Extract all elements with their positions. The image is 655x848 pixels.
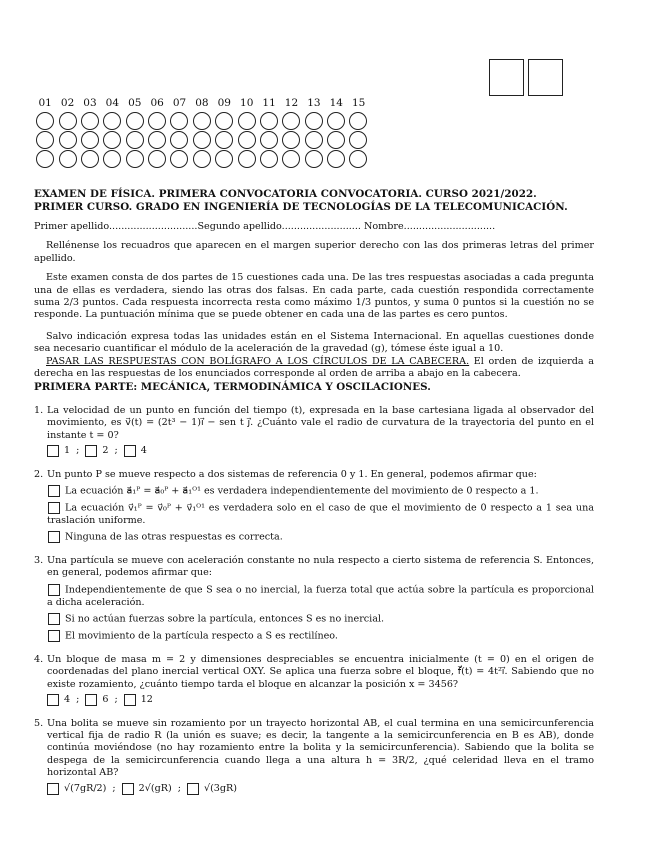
answer-grid-number: 08 — [195, 97, 209, 109]
answer-bubble[interactable] — [36, 112, 54, 130]
exam-content — [34, 188, 594, 795]
question-2 — [34, 469, 594, 545]
answer-bubble[interactable] — [260, 112, 278, 130]
answer-grid-row — [34, 149, 374, 168]
option-label: 2 — [102, 445, 109, 457]
question-1 — [34, 405, 594, 458]
question-text: Un bloque de masa m = 2 y dimensiones despreciables se encuentra inicialmente (t = 0) en el origen de coordenadas del plano inercial vertical OXY. Se aplica una fuerza sobre el bloque, f⃗(t) = 4t²ı⃗. Sabiendo que no existe rozamiento, ¿cuánto tiempo tarda el bloque en alcanzar la posición x = 3456? — [47, 653, 594, 690]
option-row — [47, 485, 594, 498]
answer-checkbox[interactable] — [48, 630, 60, 642]
answer-checkbox[interactable] — [85, 694, 97, 706]
answer-bubble[interactable] — [349, 131, 367, 149]
answer-bubble[interactable] — [238, 131, 256, 149]
answer-grid-number: 03 — [83, 97, 97, 109]
answer-grid-number: 10 — [240, 97, 254, 109]
answer-bubble[interactable] — [170, 112, 188, 130]
answer-bubble[interactable] — [81, 150, 99, 168]
option-label: 4 — [64, 694, 71, 706]
instructions-scoring: Este examen consta de dos partes de 15 cuestiones cada una. De las tres respuestas asociadas a cada pregunta una de ellas es verdadera, siendo las otras dos falsas. En cada parte, cada cuestión respondida correctamente suma 2/3 puntos. Cada respuesta incorrecta resta como máximo 1/3 puntos, y suma 0 puntos si la cuestión no se responde. La puntuación mínima que se puede obtener en cada una de las partes es cero puntos. — [34, 272, 594, 321]
answer-bubble[interactable] — [282, 112, 300, 130]
option-row — [47, 630, 594, 643]
answer-bubble[interactable] — [260, 150, 278, 168]
answer-bubble[interactable] — [238, 150, 256, 168]
question-number: 2. — [34, 468, 44, 480]
question-number: 4. — [34, 653, 44, 665]
answer-checkbox[interactable] — [122, 783, 134, 795]
answer-bubble[interactable] — [126, 131, 144, 149]
question-number: 3. — [34, 555, 44, 567]
answer-grid-number: 09 — [217, 97, 231, 109]
answer-grid-numbers — [34, 97, 374, 111]
answer-bubble[interactable] — [215, 112, 233, 130]
answer-grid-number: 01 — [38, 97, 52, 109]
question-text: La velocidad de un punto en función del tiempo (t), expresada en la base cartesiana ligada al observador del movimiento, es v⃗(t) = (2t³ − 1)ı⃗ − sen t ȷ⃗. ¿Cuánto vale el radio de curvatura de la trayectoria del punto en el instante t = 0? — [47, 404, 594, 441]
question-text: Una partícula se mueve con aceleración constante no nula respecto a cierto sistema de referencia S. Entonces, en general, podemos afirmar que: — [47, 555, 594, 579]
answer-checkbox[interactable] — [48, 502, 60, 514]
answer-checkbox[interactable] — [47, 694, 59, 706]
answer-bubble[interactable] — [148, 131, 166, 149]
answer-bubble[interactable] — [327, 131, 345, 149]
answer-checkbox[interactable] — [187, 783, 199, 795]
section-title: PRIMERA PARTE: MECÁNICA, TERMODINÁMICA Y OSCILACIONES. — [34, 381, 431, 394]
answer-bubble[interactable] — [215, 150, 233, 168]
instructions-answers-rest: El orden de izquierda a derecha en las respuestas de los enunciados corresponde al orden de arriba a abajo en la cabecera. — [34, 355, 594, 380]
answer-checkbox[interactable] — [85, 445, 97, 457]
answer-grid-number: 13 — [307, 97, 321, 109]
answer-bubble[interactable] — [193, 150, 211, 168]
answer-grid-number: 14 — [329, 97, 343, 109]
answer-bubble[interactable] — [103, 112, 121, 130]
answer-bubble[interactable] — [103, 131, 121, 149]
answer-bubble[interactable] — [148, 150, 166, 168]
answer-checkbox[interactable] — [48, 531, 60, 543]
answer-bubble[interactable] — [81, 112, 99, 130]
answer-bubble[interactable] — [282, 131, 300, 149]
answer-checkbox[interactable] — [47, 445, 59, 457]
student-name-line: Primer apellido.............................Segundo apellido.......................... Nombre.............................. — [34, 221, 496, 232]
instructions-units: Salvo indicación expresa todas las unidades están en el Sistema Internacional. En aquellas cuestiones donde sea necesario cuantificar el módulo de la aceleración de la gravedad (g), tómese éste igual a 10. — [34, 330, 594, 355]
answer-grid-number: 11 — [262, 97, 276, 109]
option-label: Independientemente de que S sea o no inercial, la fuerza total que actúa sobre la partícula es proporcional a dicha aceleración. — [47, 584, 594, 608]
answer-grid-row — [34, 130, 374, 149]
answer-bubble[interactable] — [193, 131, 211, 149]
option-label: √(7gR/2) — [64, 782, 107, 794]
question-5 — [34, 718, 594, 795]
answer-grid-number: 05 — [128, 97, 142, 109]
surname-letter-box-2[interactable] — [528, 59, 563, 96]
question-5-options: √(7gR/2) ; 2√(gR) ; √(3gR) — [47, 783, 594, 795]
instructions-answers — [34, 356, 594, 381]
option-row — [47, 502, 594, 527]
option-row — [47, 531, 594, 544]
question-text: Un punto P se mueve respecto a dos sistemas de referencia 0 y 1. En general, podemos afirmar que: — [47, 468, 537, 480]
answer-bubble[interactable] — [327, 112, 345, 130]
exam-title-line-2: PRIMER CURSO. GRADO EN INGENIERÍA DE TECNOLOGÍAS DE LA TELECOMUNICACIÓN. — [34, 201, 568, 213]
option-label: La ecuación v⃗₁ᴾ = v⃗₀ᴾ + v⃗₁ᴼ¹ es verdadera solo en el caso de que el movimiento de 0 respecto a 1 sea una traslación uniforme. — [47, 502, 594, 526]
answer-bubble[interactable] — [238, 112, 256, 130]
answer-bubble[interactable] — [349, 150, 367, 168]
answer-checkbox[interactable] — [48, 485, 60, 497]
instructions-answers-underlined: PASAR LAS RESPUESTAS CON BOLÍGRAFO A LOS CÍRCULOS DE LA CABECERA. — [46, 355, 470, 367]
answer-bubble[interactable] — [327, 150, 345, 168]
answer-bubble[interactable] — [103, 150, 121, 168]
answer-bubble[interactable] — [305, 131, 323, 149]
option-row — [47, 613, 594, 626]
option-row — [47, 584, 594, 609]
answer-bubble[interactable] — [215, 131, 233, 149]
answer-bubble[interactable] — [148, 112, 166, 130]
answer-bubble[interactable] — [36, 150, 54, 168]
surname-letter-box-1[interactable] — [489, 59, 524, 96]
option-label: 6 — [102, 694, 109, 706]
option-label: 4 — [140, 445, 147, 457]
answer-bubble[interactable] — [126, 150, 144, 168]
answer-bubble[interactable] — [282, 150, 300, 168]
answer-checkbox[interactable] — [47, 783, 59, 795]
option-label: √(3gR) — [203, 782, 238, 794]
answer-bubble[interactable] — [260, 131, 278, 149]
answer-grid-number: 07 — [172, 97, 187, 109]
answer-bubble[interactable] — [126, 112, 144, 130]
answer-bubble[interactable] — [193, 112, 211, 130]
question-4-options: 4 ; 6 ; 12 — [47, 694, 594, 706]
answer-bubble[interactable] — [349, 112, 367, 130]
answer-bubble[interactable] — [59, 150, 77, 168]
answer-grid-number: 12 — [284, 97, 299, 109]
option-label: Si no actúan fuerzas sobre la partícula, entonces S es no inercial. — [65, 613, 385, 625]
question-number: 1. — [34, 404, 44, 416]
answer-checkbox[interactable] — [124, 694, 136, 706]
answer-grid-bubbles — [34, 111, 374, 168]
answer-checkbox[interactable] — [124, 445, 136, 457]
instructions-boxes: Rellénense los recuadros que aparecen en el margen superior derecho con las dos primeras letras del primer apellido. — [34, 240, 594, 264]
answer-grid-number: 02 — [60, 97, 75, 109]
answer-checkbox[interactable] — [48, 584, 60, 596]
answer-grid-row — [34, 111, 374, 130]
answer-bubble[interactable] — [305, 112, 323, 130]
answer-bubble[interactable] — [59, 112, 77, 130]
answer-bubble[interactable] — [59, 131, 77, 149]
answer-bubble[interactable] — [36, 131, 54, 149]
option-label: El movimiento de la partícula respecto a S es rectilíneo. — [65, 630, 338, 642]
answer-grid-number: 04 — [105, 97, 120, 109]
option-label: 1 — [64, 445, 71, 457]
answer-grid-number: 06 — [150, 97, 164, 109]
option-label: La ecuación a⃗₁ᴾ = a⃗₀ᴾ + a⃗₁ᴼ¹ es verdadera independientemente del movimiento de 0 respecto a 1. — [65, 485, 539, 497]
answer-bubble[interactable] — [170, 150, 188, 168]
question-text: Una bolita se mueve sin rozamiento por un trayecto horizontal AB, el cual termina en una semicircunferencia vertical fija de radio R (la unión es suave; es decir, la tangente a la semicircunferencia en B es AB), donde continúa moviéndose (no hay rozamiento entre la bolita y la semicircunferencia). Sabiendo que la bolita se despega de la semicircunferencia cuando llega a una altura h = 3R/2, ¿qué celeridad lleva en el tramo horizontal AB? — [47, 717, 594, 779]
answer-bubble[interactable] — [305, 150, 323, 168]
answer-checkbox[interactable] — [48, 613, 60, 625]
surname-letter-boxes — [489, 59, 563, 96]
question-4 — [34, 654, 594, 707]
answer-grid — [34, 97, 374, 168]
option-label: 12 — [140, 694, 153, 706]
question-1-options: 1 ; 2 ; 4 — [47, 445, 594, 457]
option-label: Ninguna de las otras respuestas es correcta. — [65, 531, 283, 543]
question-number: 5. — [34, 717, 44, 729]
answer-grid-number: 15 — [351, 97, 366, 109]
question-3 — [34, 555, 594, 643]
option-label: 2√(gR) — [138, 782, 172, 794]
answer-bubble[interactable] — [170, 131, 188, 149]
answer-bubble[interactable] — [81, 131, 99, 149]
exam-title-line-1: EXAMEN DE FÍSICA. PRIMERA CONVOCATORIA CONVOCATORIA. CURSO 2021/2022. — [34, 188, 537, 200]
